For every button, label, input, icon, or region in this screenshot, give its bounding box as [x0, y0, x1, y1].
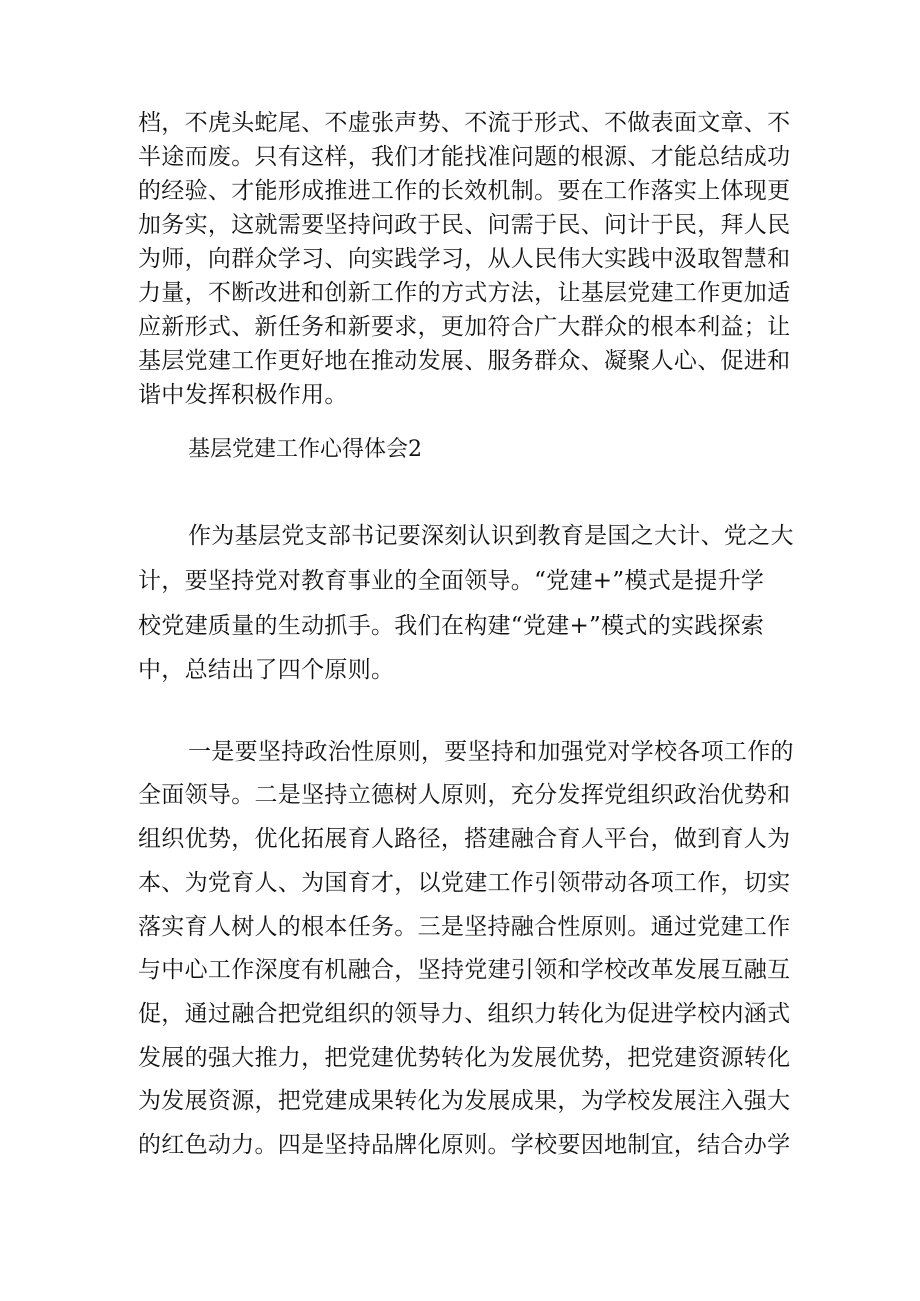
paragraph-line: 谐中发挥积极作用。	[138, 382, 348, 408]
paragraph-line: 基层党建工作更好地在推动发展、服务群众、凝聚人心、促进和	[138, 348, 791, 374]
paragraph-line: 校党建质量的生动抓手。我们在构建“党建+”模式的实践探索	[138, 613, 765, 639]
section-heading: 基层党建工作心得体会2	[188, 437, 422, 462]
paragraph-line: 一是要坚持政治性原则，要坚持和加强党对学校各项工作的	[188, 739, 794, 765]
paragraph-line: 为师，向群众学习、向实践学习，从人民伟大实践中汲取智慧和	[138, 246, 791, 272]
paragraph-line: 组织优势，优化拓展育人路径，搭建融合育人平台，做到育人为	[138, 826, 791, 852]
paragraph-line: 的经验、才能形成推进工作的长效机制。要在工作落实上体现更	[138, 178, 791, 204]
paragraph-line: 促，通过融合把党组织的领导力、组织力转化为促进学校内涵式	[138, 1001, 791, 1027]
paragraph-line: 应新形式、新任务和新要求，更加符合广大群众的根本利益；让	[138, 314, 791, 340]
paragraph-line: 发展的强大推力，把党建优势转化为发展优势，把党建资源转化	[138, 1045, 791, 1071]
paragraph-line: 加务实，这就需要坚持问政于民、问需于民、问计于民，拜人民	[138, 212, 791, 238]
paragraph-line: 计，要坚持党对教育事业的全面领导。“党建+”模式是提升学	[138, 568, 765, 594]
paragraph-line: 力量，不断改进和创新工作的方式方法，让基层党建工作更加适	[138, 280, 791, 306]
paragraph-line: 的红色动力。四是坚持品牌化原则。学校要因地制宜，结合办学	[138, 1132, 791, 1158]
paragraph-line: 作为基层党支部书记要深刻认识到教育是国之大计、党之大	[188, 523, 794, 549]
paragraph-line: 中，总结出了四个原则。	[138, 657, 395, 683]
paragraph-line: 落实育人树人的根本任务。三是坚持融合性原则。通过党建工作	[138, 914, 791, 940]
paragraph-line: 为发展资源，把党建成果转化为发展成果，为学校发展注入强大	[138, 1088, 791, 1114]
paragraph-line: 档，不虎头蛇尾、不虚张声势、不流于形式、不做表面文章、不	[138, 110, 791, 136]
paragraph-line: 本、为党育人、为国育才，以党建工作引领带动各项工作，切实	[138, 870, 791, 896]
paragraph-line: 全面领导。二是坚持立德树人原则，充分发挥党组织政治优势和	[138, 782, 791, 808]
paragraph-line: 半途而废。只有这样，我们才能找准问题的根源、才能总结成功	[138, 144, 791, 170]
paragraph-line: 与中心工作深度有机融合，坚持党建引领和学校改革发展互融互	[138, 957, 791, 983]
